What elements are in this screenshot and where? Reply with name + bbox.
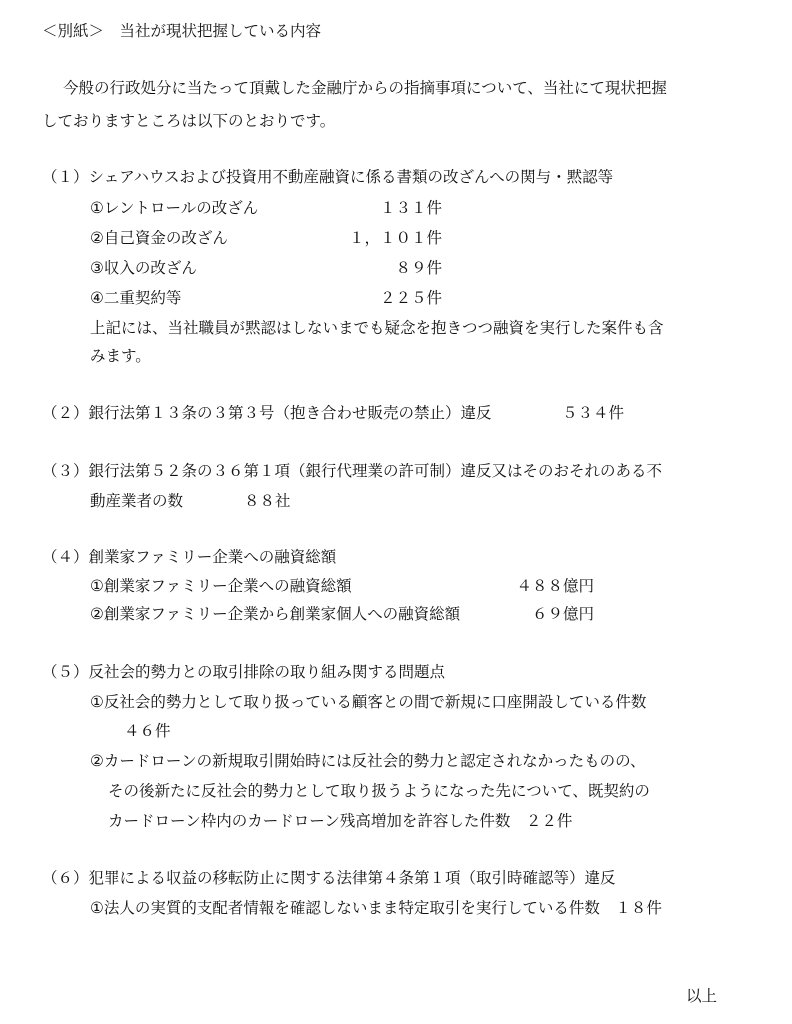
section-5-item-1-line-2: ４６件 [124,722,171,740]
section-1-note-line-2: みます。 [90,347,151,365]
section-3-line-2: 動産業者の数 [90,492,184,510]
section-3-line-1: （３）銀行法第５２条の３６第１項（銀行代理業の許可制）違反又はそのおそれのある不 [42,462,663,480]
section-5-item-2-line-2: その後新たに反社会的勢力として取り扱うようになった先について、既契約の [108,782,650,800]
section-1-item-label: ①レントロールの改ざん [90,199,259,217]
section-5-heading: （５）反社会的勢力との取引排除の取り組み関する問題点 [42,663,446,681]
section-1-item-amount: ２２５件 [379,289,442,307]
section-3-amount: ８８社 [244,492,291,510]
section-1-item-amount: １３１件 [379,199,442,217]
section-4-heading: （４）創業家ファミリー企業への融資総額 [42,548,337,566]
section-4-item-amount: ４８８億円 [516,577,594,595]
section-1-item-amount: １，１０１件 [348,229,442,247]
section-5-item-2-line-3: カードローン枠内のカードローン残高増加を許容した件数 ２２件 [108,812,573,830]
section-1-item-label: ④二重契約等 [90,289,182,307]
section-4-item-label: ②創業家ファミリー企業から創業家個人への融資総額 [90,605,461,623]
section-2-amount: ５３４件 [562,404,625,422]
intro-line-2: しておりますところは以下のとおりです。 [42,112,336,130]
section-5-item-1-line-1: ①反社会的勢力として取り扱っている顧客との間で新規に口座開設している件数 [90,693,647,711]
section-5-item-2-line-1: ②カードローンの新規取引開始時には反社会的勢力と認定されなかったものの、 [90,752,646,770]
section-1-heading: （１）シェアハウスおよび投資用不動産融資に係る書類の改ざんへの関与・黙認等 [42,168,614,186]
section-6-heading: （６）犯罪による収益の移転防止に関する法律第４条第１項（取引時確認等）違反 [42,869,616,887]
section-6-item-1: ①法人の実質的支配者情報を確認しないまま特定取引を実行している件数 １８件 [90,899,662,917]
section-4-item-amount: ６９億円 [531,605,594,623]
section-1-item-label: ②自己資金の改ざん [90,229,228,247]
section-1-item-amount: ８９件 [395,259,442,277]
intro-line-1: 今般の行政処分に当たって頂戴した金融庁からの指摘事項について、当社にて現状把握 [63,79,667,97]
section-1-note-line-1: 上記には、当社職員が黙認はしないまでも疑念を抱きつつ融資を実行した案件も含 [90,319,664,337]
section-1-item-label: ③収入の改ざん [90,259,197,277]
closing-mark: 以上 [685,987,717,1005]
attachment-header: ＜別紙＞ 当社が現状把握している内容 [42,22,322,40]
section-2-heading: （２）銀行法第１３条の３第３号（抱き合わせ販売の禁止）違反 [42,404,492,422]
section-4-item-label: ①創業家ファミリー企業への融資総額 [90,577,352,595]
